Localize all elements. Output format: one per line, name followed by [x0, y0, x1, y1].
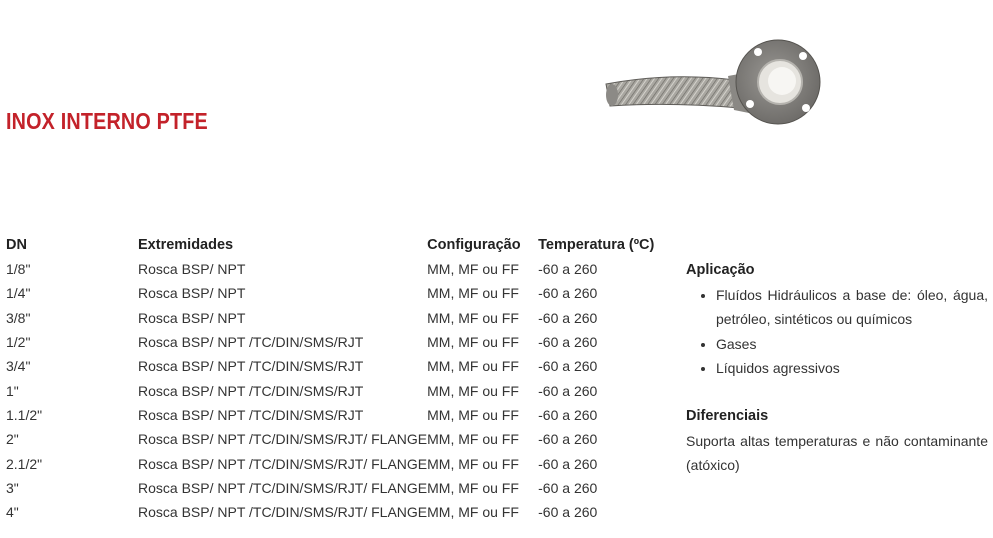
cell-dn: 2.1/2"	[6, 455, 43, 472]
cell-configuracao: MM, MF ou FF	[427, 358, 519, 375]
cell-extremidades: Rosca BSP/ NPT /TC/DIN/SMS/RJT	[138, 382, 364, 399]
cell-temperatura: -60 a 260	[538, 358, 598, 375]
cell-extremidades: Rosca BSP/ NPT /TC/DIN/SMS/RJT/ FLANGE	[138, 431, 428, 448]
diferenciais-text: Suporta altas temperaturas e não contaminante (atóxico)	[686, 432, 988, 473]
diferenciais-section	[686, 404, 988, 478]
cell-dn: 3/8"	[6, 309, 31, 326]
cell-temperatura: -60 a 260	[538, 309, 598, 326]
aplicacao-heading: Aplicação	[686, 262, 755, 278]
cell-temperatura: -60 a 260	[538, 479, 598, 496]
cell-dn: 3"	[6, 479, 19, 496]
product-title: INOX INTERNO PTFE	[6, 108, 208, 134]
cell-dn: 1"	[6, 382, 19, 399]
cell-configuracao: MM, MF ou FF	[427, 504, 519, 521]
cell-configuracao: MM, MF ou FF	[427, 455, 519, 472]
cell-dn: 2"	[6, 431, 19, 448]
table-row	[6, 403, 668, 427]
table-row	[6, 451, 668, 475]
cell-extremidades: Rosca BSP/ NPT /TC/DIN/SMS/RJT/ FLANGE	[138, 504, 428, 521]
header-dn: DN	[6, 237, 27, 253]
cell-extremidades: Rosca BSP/ NPT /TC/DIN/SMS/RJT	[138, 334, 364, 351]
cell-extremidades: Rosca BSP/ NPT /TC/DIN/SMS/RJT	[138, 406, 364, 423]
cell-dn: 3/4"	[6, 358, 31, 375]
cell-configuracao: MM, MF ou FF	[427, 406, 519, 423]
cell-extremidades: Rosca BSP/ NPT /TC/DIN/SMS/RJT	[138, 358, 364, 375]
table-row	[6, 281, 668, 305]
aplicacao-list	[686, 283, 988, 381]
table-row	[6, 257, 668, 281]
cell-temperatura: -60 a 260	[538, 504, 598, 521]
table-row	[6, 476, 668, 500]
cell-temperatura: -60 a 260	[538, 285, 598, 302]
table-row	[6, 306, 668, 330]
cell-configuracao: MM, MF ou FF	[427, 431, 519, 448]
cell-configuracao: MM, MF ou FF	[427, 479, 519, 496]
cell-dn: 1/2"	[6, 334, 31, 351]
table-row	[6, 354, 668, 378]
table-row	[6, 378, 668, 402]
cell-dn: 1/8"	[6, 261, 31, 278]
cell-dn: 1/4"	[6, 285, 31, 302]
cell-configuracao: MM, MF ou FF	[427, 382, 519, 399]
cell-temperatura: -60 a 260	[538, 455, 598, 472]
table-row	[6, 500, 668, 524]
cell-dn: 1.1/2"	[6, 406, 43, 423]
cell-extremidades: Rosca BSP/ NPT /TC/DIN/SMS/RJT/ FLANGE	[138, 455, 428, 472]
list-item: • Fluídos Hidráulicos a base de: óleo, água, petróleo, sintéticos ou químicos	[716, 283, 988, 332]
cell-configuracao: MM, MF ou FF	[427, 261, 519, 278]
cell-configuracao: MM, MF ou FF	[427, 309, 519, 326]
product-image	[600, 36, 825, 148]
cell-temperatura: -60 a 260	[538, 406, 598, 423]
header-extremidades: Extremidades	[138, 237, 234, 253]
spec-table	[6, 233, 668, 524]
table-header-row	[6, 233, 668, 257]
diferenciais-heading: Diferenciais	[686, 408, 769, 424]
header-temperatura: Temperatura (ºC)	[538, 237, 655, 253]
cell-temperatura: -60 a 260	[538, 382, 598, 399]
cell-extremidades: Rosca BSP/ NPT	[138, 309, 246, 326]
list-item: • Gases	[716, 332, 988, 357]
table-row	[6, 427, 668, 451]
cell-configuracao: MM, MF ou FF	[427, 334, 519, 351]
list-item: • Líquidos agressivos	[716, 356, 988, 381]
cell-dn: 4"	[6, 504, 19, 521]
aplicacao-section	[686, 258, 988, 381]
cell-configuracao: MM, MF ou FF	[427, 285, 519, 302]
cell-temperatura: -60 a 260	[538, 261, 598, 278]
cell-extremidades: Rosca BSP/ NPT /TC/DIN/SMS/RJT/ FLANGE	[138, 479, 428, 496]
cell-temperatura: -60 a 260	[538, 431, 598, 448]
cell-extremidades: Rosca BSP/ NPT	[138, 261, 246, 278]
table-row	[6, 330, 668, 354]
cell-extremidades: Rosca BSP/ NPT	[138, 285, 246, 302]
cell-temperatura: -60 a 260	[538, 334, 598, 351]
header-configuracao: Configuração	[427, 237, 521, 253]
